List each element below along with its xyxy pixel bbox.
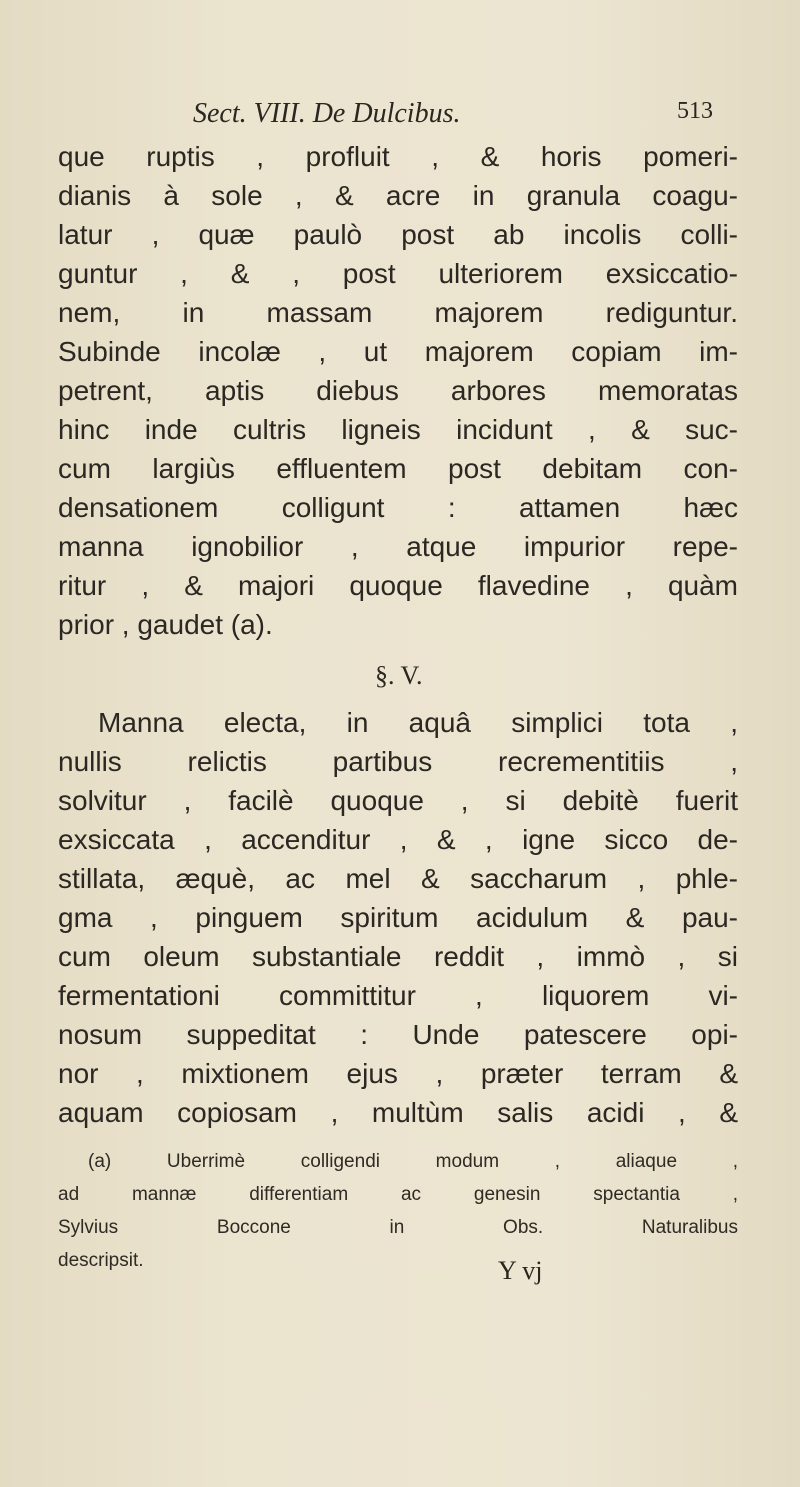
text-line: densationem colligunt : attamen hæc [58,492,738,523]
text-line: stillata, æquè, ac mel & saccharum , phle- [58,863,738,894]
text-line: que ruptis , profluit , & horis pomeri- [58,141,738,172]
text-line: fermentationi committitur , liquorem vi- [58,980,738,1011]
text-line: manna ignobilior , atque impurior repe- [58,531,738,562]
page-header [193,98,713,138]
text-line: aquam copiosam , multùm salis acidi , & [58,1097,738,1128]
text-line: hinc inde cultris ligneis incidunt , & suc- [58,414,738,445]
running-head: Sect. VIII. De Dulcibus. [193,98,461,129]
text-line: guntur , & , post ulteriorem exsiccatio- [58,258,738,289]
text-line: exsiccata , accenditur , & , igne sicco de- [58,824,738,855]
section-heading: §. V. [375,661,423,690]
footnote-line: descripsit. [58,1250,144,1271]
text-line: nem, in massam majorem rediguntur. [58,297,738,328]
signature-mark: Y vj [498,1256,543,1285]
text-line: cum largiùs effluentem post debitam con- [58,453,738,484]
text-line: nor , mixtionem ejus , præter terram & [58,1058,738,1089]
text-line: petrent, aptis diebus arbores memoratas [58,375,738,406]
text-line: cum oleum substantiale reddit , immò , si [58,941,738,972]
text-line: gma , pinguem spiritum acidulum & pau- [58,902,738,933]
text-line: ritur , & majori quoque flavedine , quàm [58,570,738,601]
text-line: nosum suppeditat : Unde patescere opi- [58,1019,738,1050]
text-line: Manna electa, in aquâ simplici tota , [98,707,738,738]
page-number: 513 [677,98,713,124]
text-line: solvitur , facilè quoque , si debitè fuerit [58,785,738,816]
text-line: dianis à sole , & acre in granula coagu- [58,180,738,211]
footnote-line: Sylvius Boccone in Obs. Naturalibus [58,1217,738,1238]
text-line: prior , gaudet (a). [58,609,273,640]
text-line: nullis relictis partibus recrementitiis , [58,746,738,777]
footnote-line: (a) Uberrimè colligendi modum , aliaque , [88,1151,738,1172]
footnote-line: ad mannæ differentiam ac genesin spectantia , [58,1184,738,1205]
text-line: Subinde incolæ , ut majorem copiam im- [58,336,738,367]
text-line: latur , quæ paulò post ab incolis colli- [58,219,738,250]
